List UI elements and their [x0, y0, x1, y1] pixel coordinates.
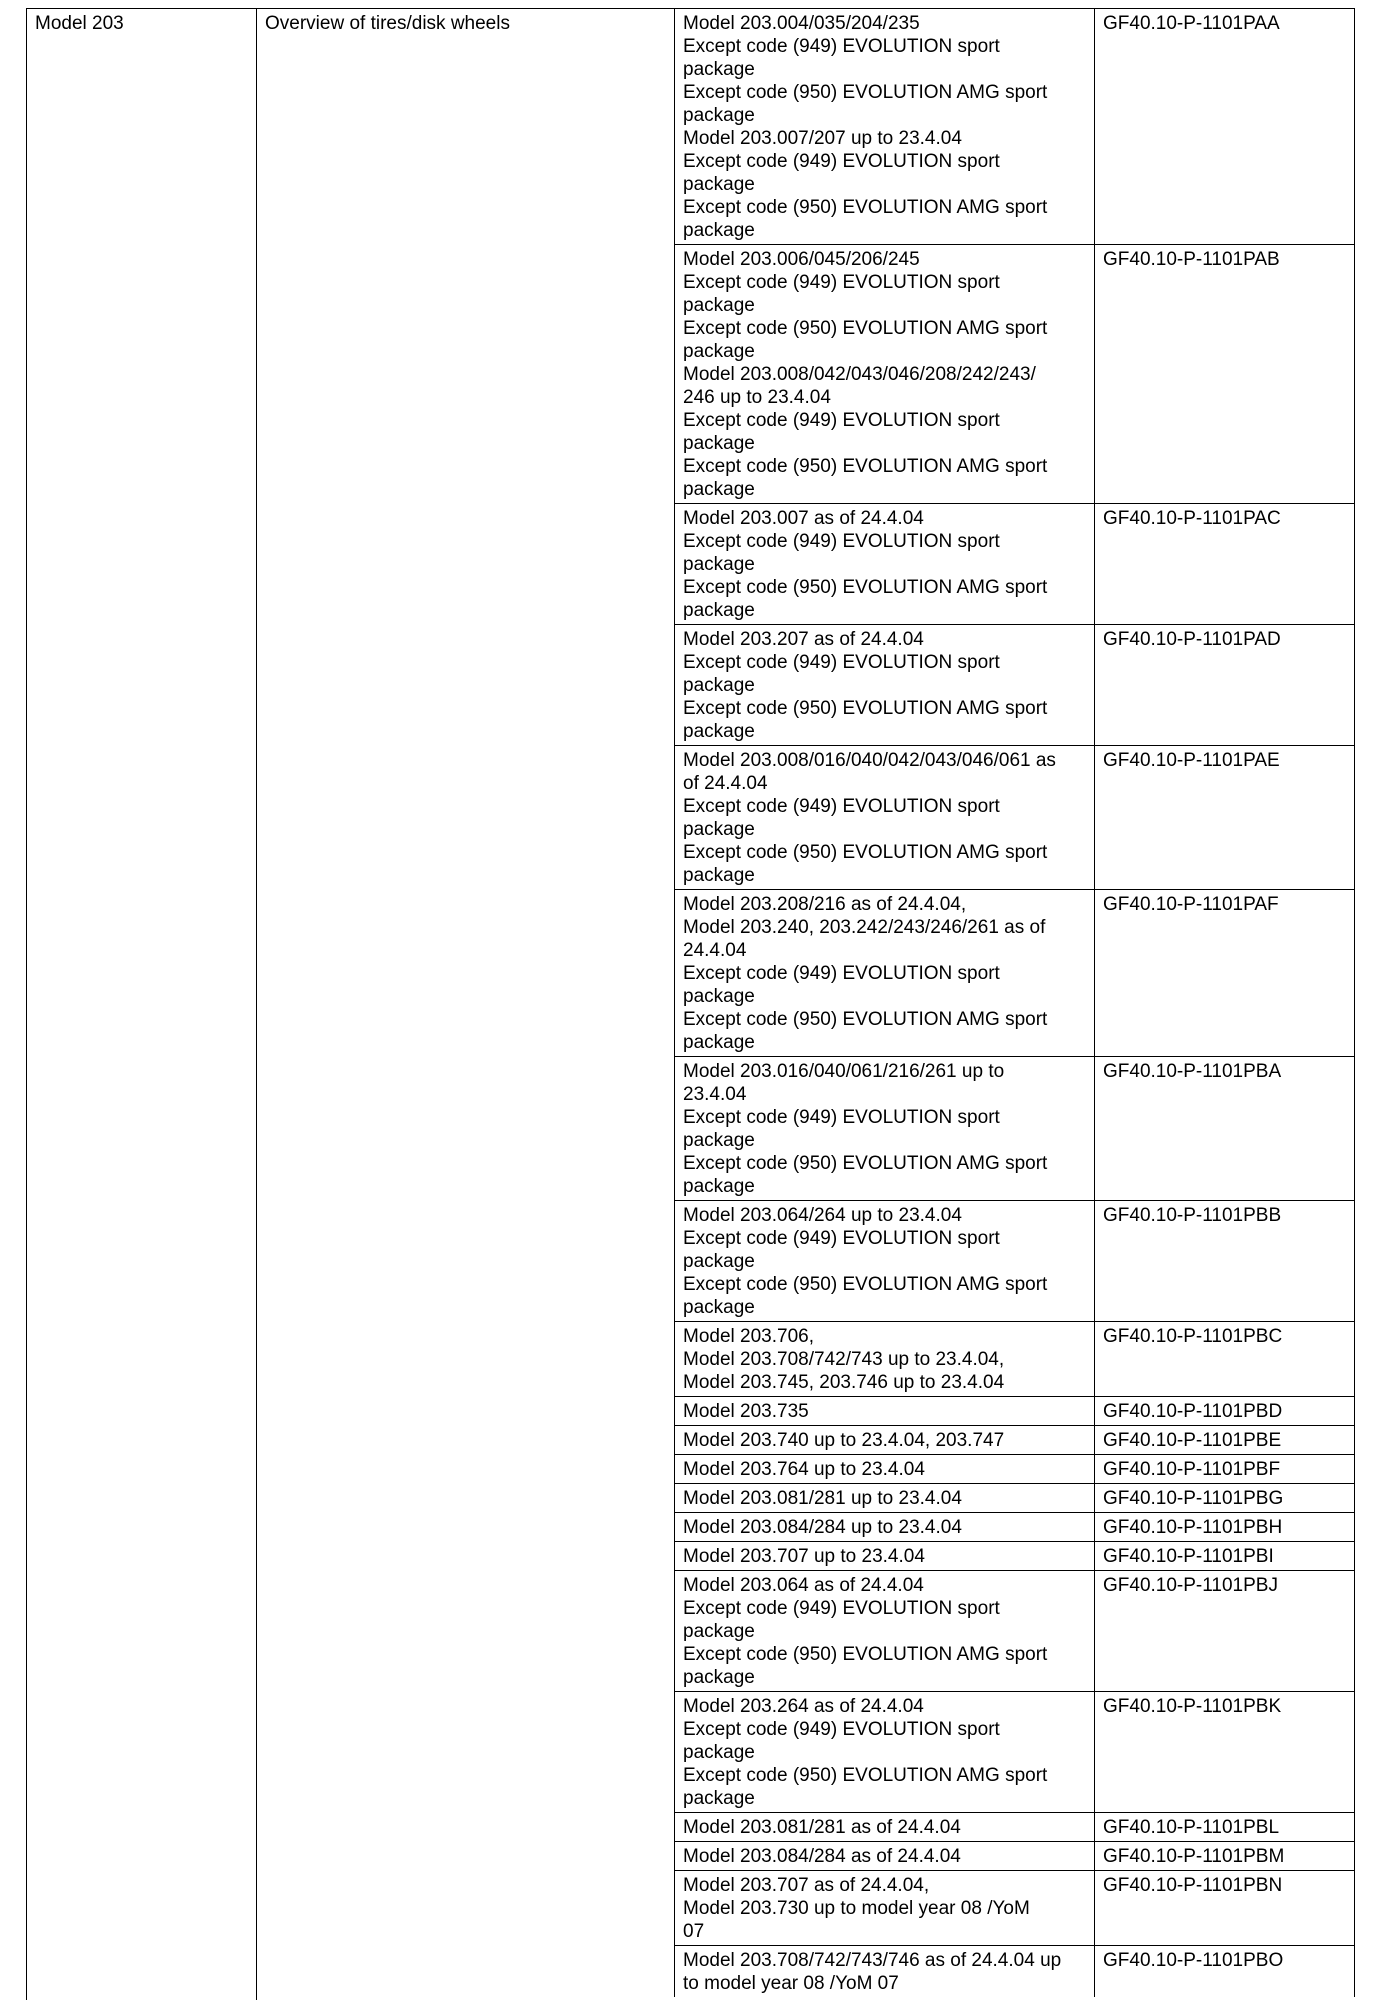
applicability-line: package: [683, 1667, 755, 1688]
applicability-cell: [674, 504, 1094, 624]
applicability-cell: [674, 1542, 1094, 1570]
applicability-line: Model 203.007 as of 24.4.04: [683, 508, 924, 529]
applicability-cell: [674, 1946, 1094, 1997]
document-number: GF40.10-P-1101PBM: [1103, 1846, 1285, 1867]
applicability-line: package: [683, 1621, 755, 1642]
applicability-line: package: [683, 295, 755, 316]
applicability-cell: [674, 9, 1094, 244]
applicability-cell: [674, 746, 1094, 889]
table-row: [674, 1426, 1354, 1455]
applicability-line: Except code (950) EVOLUTION AMG sport: [683, 1765, 1048, 1786]
document-number: GF40.10-P-1101PBI: [1103, 1546, 1274, 1567]
table-row: [674, 1397, 1354, 1426]
applicability-line: package: [683, 1130, 755, 1151]
applicability-cell: [674, 1513, 1094, 1541]
document-number: GF40.10-P-1101PBH: [1103, 1517, 1283, 1538]
document-number-cell: [1094, 890, 1354, 1056]
applicability-line: package: [683, 105, 755, 126]
table-row: [674, 1571, 1354, 1692]
document-number-cell: [1094, 1571, 1354, 1691]
table-row: [674, 1484, 1354, 1513]
applicability-line: Except code (949) EVOLUTION sport: [683, 963, 1000, 984]
document-number: GF40.10-P-1101PAA: [1103, 13, 1280, 34]
document-number-cell: [1094, 625, 1354, 745]
table-row: [674, 1842, 1354, 1871]
document-number-cell: [1094, 746, 1354, 889]
table-row: [674, 1871, 1354, 1946]
applicability-line: package: [683, 721, 755, 742]
applicability-line: package: [683, 174, 755, 195]
applicability-line: package: [683, 1742, 755, 1763]
applicability-cell: [674, 1484, 1094, 1512]
document-number: GF40.10-P-1101PBO: [1103, 1950, 1284, 1971]
table-row: [674, 245, 1354, 504]
document-number-cell: [1094, 1397, 1354, 1425]
document-number-cell: [1094, 1842, 1354, 1870]
applicability-cell: [674, 1813, 1094, 1841]
applicability-line: Except code (950) EVOLUTION AMG sport: [683, 577, 1048, 598]
applicability-cell: [674, 1322, 1094, 1396]
applicability-line: package: [683, 600, 755, 621]
applicability-cell: [674, 890, 1094, 1056]
document-number: GF40.10-P-1101PBD: [1103, 1401, 1283, 1422]
table-row: [674, 1513, 1354, 1542]
document-number-cell: [1094, 1201, 1354, 1321]
applicability-cell: [674, 1842, 1094, 1870]
applicability-line: Except code (950) EVOLUTION AMG sport: [683, 698, 1048, 719]
applicability-line: Except code (950) EVOLUTION AMG sport: [683, 1644, 1048, 1665]
model-label: Model 203: [35, 13, 124, 34]
applicability-cell: [674, 1057, 1094, 1200]
applicability-line: Except code (950) EVOLUTION AMG sport: [683, 82, 1048, 103]
applicability-line: Model 203.207 as of 24.4.04: [683, 629, 924, 650]
document-number-cell: [1094, 1484, 1354, 1512]
document-number-cell: [1094, 1871, 1354, 1945]
applicability-line: Except code (949) EVOLUTION sport: [683, 272, 1000, 293]
table-row: [674, 1322, 1354, 1397]
applicability-line: Model 203.007/207 up to 23.4.04: [683, 128, 962, 149]
applicability-line: Model 203.084/284 as of 24.4.04: [683, 1846, 961, 1867]
document-number: GF40.10-P-1101PBJ: [1103, 1575, 1278, 1596]
applicability-line: Model 203.707 up to 23.4.04: [683, 1546, 925, 1567]
applicability-rows: [674, 8, 1355, 1997]
document-number: GF40.10-P-1101PAF: [1103, 894, 1279, 915]
document-number: GF40.10-P-1101PBE: [1103, 1430, 1282, 1451]
applicability-line: package: [683, 479, 755, 500]
applicability-line: Except code (949) EVOLUTION sport: [683, 1228, 1000, 1249]
table-row: [674, 1542, 1354, 1571]
applicability-line: Model 203.735: [683, 1401, 809, 1422]
applicability-line: Except code (949) EVOLUTION sport: [683, 531, 1000, 552]
applicability-line: Model 203.006/045/206/245: [683, 249, 920, 270]
document-number: GF40.10-P-1101PBF: [1103, 1459, 1281, 1480]
applicability-line: package: [683, 220, 755, 241]
table-row: [674, 504, 1354, 625]
applicability-line: Except code (950) EVOLUTION AMG sport: [683, 1274, 1048, 1295]
applicability-line: Model 203.064 as of 24.4.04: [683, 1575, 924, 1596]
applicability-line: Model 203.081/281 as of 24.4.04: [683, 1817, 961, 1838]
document-number: GF40.10-P-1101PBK: [1103, 1696, 1282, 1717]
applicability-line: Except code (949) EVOLUTION sport: [683, 1719, 1000, 1740]
applicability-line: Model 203.208/216 as of 24.4.04,: [683, 894, 967, 915]
applicability-line: Model 203.008/016/040/042/043/046/061 as: [683, 750, 1056, 771]
applicability-line: Model 203.745, 203.746 up to 23.4.04: [683, 1372, 1005, 1393]
table-row: [674, 890, 1354, 1057]
applicability-line: Model 203.264 as of 24.4.04: [683, 1696, 924, 1717]
document-number: GF40.10-P-1101PBN: [1103, 1875, 1283, 1896]
applicability-cell: [674, 1455, 1094, 1483]
applicability-cell: [674, 1871, 1094, 1945]
table-row: [674, 1201, 1354, 1322]
applicability-line: Model 203.064/264 up to 23.4.04: [683, 1205, 962, 1226]
table-row: [674, 1692, 1354, 1813]
document-number: GF40.10-P-1101PBA: [1103, 1061, 1282, 1082]
applicability-line: Model 203.016/040/061/216/261 up to: [683, 1061, 1005, 1082]
applicability-cell: [674, 1426, 1094, 1454]
applicability-line: Except code (950) EVOLUTION AMG sport: [683, 1153, 1048, 1174]
applicability-line: Except code (949) EVOLUTION sport: [683, 1598, 1000, 1619]
document-number-cell: [1094, 1322, 1354, 1396]
applicability-line: to model year 08 /YoM 07: [683, 1973, 899, 1994]
table-row: [674, 1057, 1354, 1201]
applicability-cell: [674, 1692, 1094, 1812]
document-number-cell: [1094, 1513, 1354, 1541]
document-number-cell: [1094, 245, 1354, 503]
applicability-line: of 24.4.04: [683, 773, 768, 794]
applicability-line: Except code (950) EVOLUTION AMG sport: [683, 842, 1048, 863]
document-number-cell: [1094, 1946, 1354, 1997]
applicability-line: Model 203.706,: [683, 1326, 814, 1347]
applicability-line: 07: [683, 1921, 705, 1942]
applicability-line: 23.4.04: [683, 1084, 747, 1105]
applicability-line: Model 203.240, 203.242/243/246/261 as of: [683, 917, 1046, 938]
applicability-line: package: [683, 675, 755, 696]
applicability-line: Model 203.764 up to 23.4.04: [683, 1459, 925, 1480]
applicability-line: Model 203.708/742/743/746 as of 24.4.04 up: [683, 1950, 1062, 1971]
applicability-line: Model 203.008/042/043/046/208/242/243/: [683, 364, 1036, 385]
document-number-cell: [1094, 1542, 1354, 1570]
table-row: [674, 1455, 1354, 1484]
document-number: GF40.10-P-1101PBG: [1103, 1488, 1284, 1509]
applicability-line: package: [683, 554, 755, 575]
table-row: [674, 1813, 1354, 1842]
applicability-line: package: [683, 865, 755, 886]
description-label: Overview of tires/disk wheels: [265, 13, 510, 34]
applicability-line: Model 203.740 up to 23.4.04, 203.747: [683, 1430, 1005, 1451]
applicability-cell: [674, 1201, 1094, 1321]
applicability-line: 24.4.04: [683, 940, 747, 961]
applicability-line: package: [683, 819, 755, 840]
document-number: GF40.10-P-1101PAD: [1103, 629, 1281, 650]
document-number-cell: [1094, 9, 1354, 244]
applicability-line: 246 up to 23.4.04: [683, 387, 831, 408]
applicability-cell: [674, 1571, 1094, 1691]
applicability-line: Except code (950) EVOLUTION AMG sport: [683, 197, 1048, 218]
description-cell: [256, 8, 674, 2000]
table-row: [674, 625, 1354, 746]
applicability-cell: [674, 245, 1094, 503]
applicability-line: package: [683, 1251, 755, 1272]
applicability-cell: [674, 625, 1094, 745]
document-number: GF40.10-P-1101PBC: [1103, 1326, 1283, 1347]
document-number: GF40.10-P-1101PBL: [1103, 1817, 1280, 1838]
applicability-line: Except code (949) EVOLUTION sport: [683, 36, 1000, 57]
applicability-line: Except code (950) EVOLUTION AMG sport: [683, 456, 1048, 477]
applicability-line: package: [683, 433, 755, 454]
applicability-line: package: [683, 1032, 755, 1053]
applicability-line: Model 203.084/284 up to 23.4.04: [683, 1517, 962, 1538]
model-cell: [26, 8, 256, 2000]
applicability-line: Except code (950) EVOLUTION AMG sport: [683, 1009, 1048, 1030]
document-number: GF40.10-P-1101PAE: [1103, 750, 1280, 771]
table-row: [674, 746, 1354, 890]
document-number-cell: [1094, 1057, 1354, 1200]
applicability-cell: [674, 1397, 1094, 1425]
applicability-line: package: [683, 59, 755, 80]
applicability-line: Except code (949) EVOLUTION sport: [683, 410, 1000, 431]
applicability-line: Model 203.708/742/743 up to 23.4.04,: [683, 1349, 1005, 1370]
applicability-line: Except code (949) EVOLUTION sport: [683, 796, 1000, 817]
applicability-line: Except code (949) EVOLUTION sport: [683, 652, 1000, 673]
table-row: [674, 9, 1354, 245]
document-number: GF40.10-P-1101PAB: [1103, 249, 1280, 270]
applicability-line: Model 203.004/035/204/235: [683, 13, 920, 34]
applicability-line: package: [683, 1788, 755, 1809]
document-number: GF40.10-P-1101PAC: [1103, 508, 1281, 529]
document-number-cell: [1094, 1426, 1354, 1454]
applicability-line: Except code (950) EVOLUTION AMG sport: [683, 318, 1048, 339]
document-number: GF40.10-P-1101PBB: [1103, 1205, 1282, 1226]
applicability-line: package: [683, 341, 755, 362]
applicability-line: Except code (949) EVOLUTION sport: [683, 1107, 1000, 1128]
applicability-line: package: [683, 1176, 755, 1197]
applicability-line: Model 203.081/281 up to 23.4.04: [683, 1488, 962, 1509]
document-number-cell: [1094, 1692, 1354, 1812]
applicability-line: Model 203.707 as of 24.4.04,: [683, 1875, 930, 1896]
table-row: [674, 1946, 1354, 1997]
applicability-line: Except code (949) EVOLUTION sport: [683, 151, 1000, 172]
applicability-line: Model 203.730 up to model year 08 /YoM: [683, 1898, 1030, 1919]
document-number-cell: [1094, 1813, 1354, 1841]
applicability-line: package: [683, 986, 755, 1007]
document-number-cell: [1094, 1455, 1354, 1483]
applicability-line: package: [683, 1297, 755, 1318]
document-number-cell: [1094, 504, 1354, 624]
